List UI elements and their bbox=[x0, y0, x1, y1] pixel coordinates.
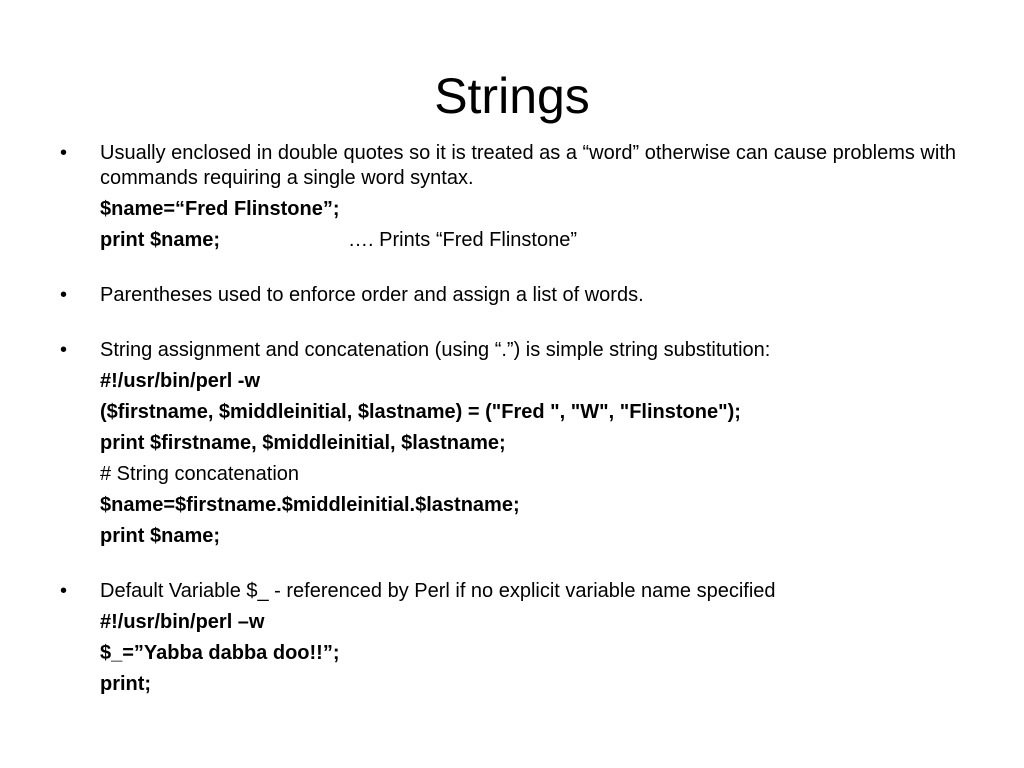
bullet-default-variable bbox=[60, 579, 980, 604]
code-line: print $name; bbox=[100, 525, 221, 547]
code-line: $_=”Yabba dabba doo!!”; bbox=[100, 642, 340, 664]
code-line: print; bbox=[100, 673, 152, 695]
code-line: $name=$firstname.$middleinitial.$lastname; bbox=[100, 494, 520, 516]
slide-title: Strings bbox=[434, 68, 590, 124]
bullet-string-assignment bbox=[60, 338, 980, 363]
bullet-text: Default Variable $_ - referenced by Perl if no explicit variable name specified bbox=[100, 580, 776, 602]
bullet-dot: • bbox=[60, 284, 68, 306]
bullet-text: Parentheses used to enforce order and assign a list of words. bbox=[100, 284, 644, 306]
bullet-strings-quotes bbox=[60, 141, 980, 191]
code-line: #!/usr/bin/perl -w bbox=[100, 370, 261, 392]
code-comment-line: # String concatenation bbox=[100, 463, 300, 485]
bullet-text: Usually enclosed in double quotes so it is treated as a “word” otherwise can cause problems with commands requiring a single word syntax. bbox=[100, 142, 956, 189]
bullet-dot: • bbox=[60, 142, 68, 164]
code-line: print $firstname, $middleinitial, $lastname; bbox=[100, 432, 506, 454]
bullet-dot: • bbox=[60, 580, 68, 602]
code-text: print $name; bbox=[100, 229, 221, 251]
code-comment: …. Prints “Fred Flinstone” bbox=[348, 229, 577, 251]
bullet-dot: • bbox=[60, 339, 68, 361]
code-line: ($firstname, $middleinitial, $lastname) = ("Fred ", "W", "Flinstone"); bbox=[100, 401, 741, 423]
slide-content bbox=[60, 141, 980, 697]
bullet-text: String assignment and concatenation (using “.”) is simple string substitution: bbox=[100, 339, 771, 361]
code-line: #!/usr/bin/perl –w bbox=[100, 611, 265, 633]
bullet-parentheses bbox=[60, 283, 980, 308]
code-line-with-comment bbox=[100, 228, 980, 253]
code-line: $name=“Fred Flinstone”; bbox=[100, 198, 340, 220]
